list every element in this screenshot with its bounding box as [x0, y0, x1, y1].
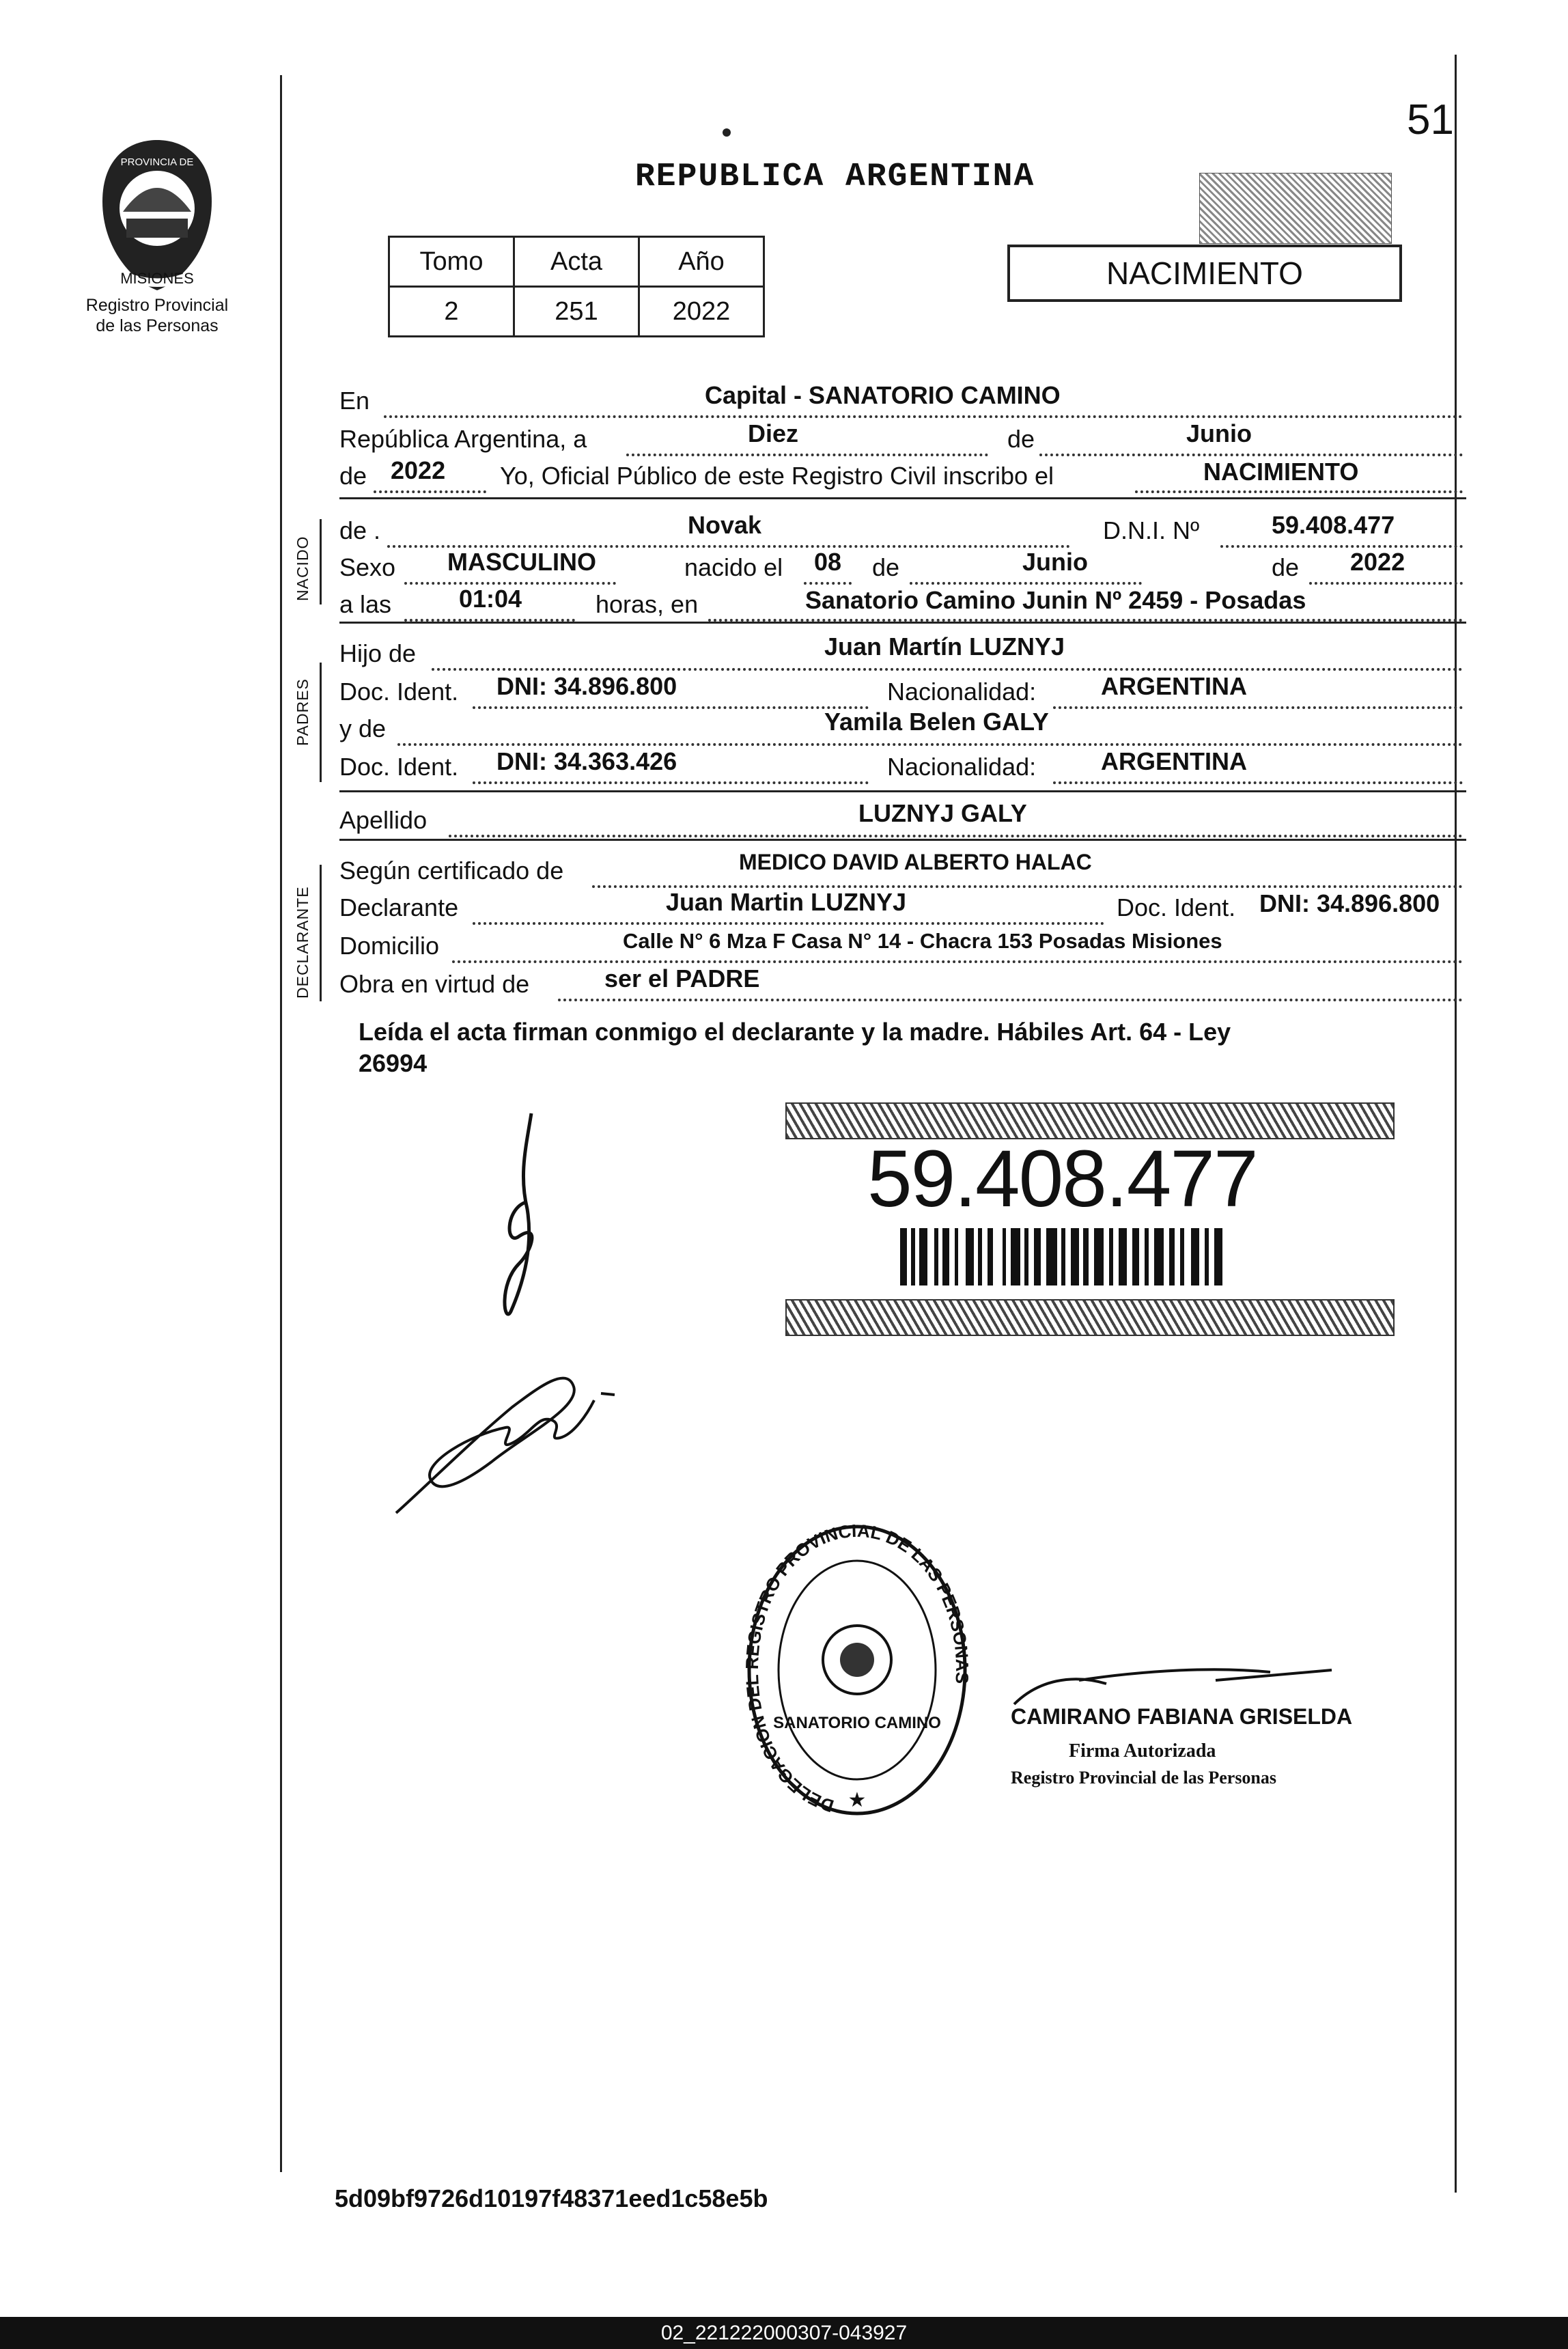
- statement-line1: Leída el acta firman conmigo el declarante y la madre. Hábiles Art. 64 - Ley: [359, 1018, 1231, 1046]
- value-mes: Junio: [1186, 419, 1252, 447]
- label-domicilio: Domicilio: [339, 932, 440, 960]
- divider-apellido: [339, 839, 1466, 841]
- statement-line2: 26994: [359, 1049, 428, 1077]
- dotted-line: [1053, 781, 1463, 784]
- value-declarante: Juan Martin LUZNYJ: [666, 888, 907, 916]
- table-header: Año: [639, 237, 764, 287]
- label-nacido-el: nacido el: [684, 553, 783, 581]
- dotted-line: [910, 582, 1142, 585]
- declarante-bar: [320, 865, 322, 1001]
- page-number: 51: [1407, 96, 1454, 143]
- label-doc-ident: Doc. Ident.: [339, 753, 459, 781]
- scan-id-bar: 02_221222000307-043927: [0, 2317, 1568, 2349]
- dotted-line: [1053, 706, 1463, 709]
- signature-1: [478, 1107, 553, 1332]
- dotted-line: [1220, 545, 1463, 548]
- dotted-line: [558, 999, 1463, 1001]
- divider-top: [339, 497, 1466, 499]
- label-segun: Según certificado de: [339, 857, 564, 885]
- province-seal-logo: [89, 137, 225, 294]
- label-nacionalidad: Nacionalidad:: [887, 678, 1037, 706]
- dotted-line: [473, 922, 1104, 925]
- row-hora: [339, 585, 1465, 623]
- section-label-padres: PADRES: [294, 678, 311, 746]
- row-en: [339, 381, 1465, 419]
- label-dni: D.N.I. Nº: [1103, 516, 1200, 544]
- label-doc-ident: Doc. Ident.: [339, 678, 459, 706]
- value-padre-doc: DNI: 34.896.800: [496, 672, 677, 700]
- right-margin-line: [1455, 55, 1457, 2193]
- logo-caption: [48, 295, 266, 336]
- svg-text:SANATORIO CAMINO: SANATORIO CAMINO: [773, 1714, 941, 1732]
- official-office: Registro Provincial de las Personas: [1011, 1768, 1277, 1788]
- table-header: Acta: [514, 237, 639, 287]
- label-de: de: [339, 462, 367, 490]
- value-decl-doc: DNI: 34.896.800: [1259, 889, 1440, 917]
- label-de: de: [872, 553, 900, 581]
- label-apellido: Apellido: [339, 806, 428, 834]
- security-stamp: [1199, 173, 1392, 244]
- dotted-line: [397, 743, 1463, 746]
- value-madre-doc: DNI: 34.363.426: [496, 747, 677, 775]
- id-number: 59.408.477: [867, 1134, 1257, 1224]
- value-certificado: MEDICO DAVID ALBERTO HALAC: [739, 850, 1092, 874]
- value-nac-mes: Junio: [1022, 548, 1088, 576]
- label-y-de: y de: [339, 714, 387, 742]
- value-nac-dia: 08: [814, 548, 842, 576]
- svg-text:DELEGACION DEL REGISTRO PROVIN: DELEGACION DEL REGISTRO PROVINCIAL DE LAS PERSONAS: [741, 1520, 973, 1817]
- barcode: [900, 1228, 1228, 1285]
- section-label-nacido: NACIDO: [294, 536, 311, 601]
- value-tipo: NACIMIENTO: [1203, 458, 1359, 486]
- official-name: CAMIRANO FABIANA GRISELDA: [1011, 1704, 1353, 1729]
- row-certificado: [339, 850, 1465, 889]
- row-nombre: [339, 511, 1465, 549]
- label-obra: Obra en virtud de: [339, 970, 530, 998]
- row-sexo: [339, 548, 1465, 586]
- value-lugar: Sanatorio Camino Junin Nº 2459 - Posadas: [805, 586, 1306, 614]
- padres-bar: [320, 663, 322, 782]
- dotted-line: [432, 668, 1463, 671]
- table-cell: 2022: [639, 287, 764, 337]
- label-nacionalidad: Nacionalidad:: [887, 753, 1037, 781]
- value-nac-anio: 2022: [1350, 548, 1405, 576]
- row-apellido: [339, 799, 1465, 839]
- label-horas-en: horas, en: [596, 590, 699, 618]
- table-header: Tomo: [389, 237, 514, 287]
- official-role: Firma Autorizada: [1069, 1740, 1216, 1762]
- dotted-line: [1135, 490, 1463, 493]
- record-table: [388, 236, 765, 337]
- dotted-line: [384, 415, 1463, 418]
- dotted-line: [473, 706, 869, 709]
- row-domicilio: [339, 929, 1465, 964]
- svg-text:PROVINCIA DE: PROVINCIA DE: [120, 156, 194, 168]
- divider-padres: [339, 790, 1466, 792]
- bullet-mark: [723, 128, 731, 137]
- label-de-dot: de .: [339, 516, 381, 544]
- value-madre-nac: ARGENTINA: [1101, 747, 1247, 775]
- value-dia: Diez: [748, 419, 799, 447]
- dotted-line: [473, 781, 869, 784]
- logo-caption-line2: de las Personas: [96, 316, 219, 335]
- document-hash: 5d09bf9726d10197f48371eed1c58e5b: [335, 2184, 768, 2212]
- table-cell: 251: [514, 287, 639, 337]
- value-anio: 2022: [391, 456, 446, 484]
- label-doc-ident: Doc. Ident.: [1117, 893, 1236, 921]
- dotted-line: [626, 454, 988, 456]
- label-de: de: [1007, 425, 1035, 453]
- value-obra: ser el PADRE: [604, 964, 760, 992]
- row-inscribo: [339, 456, 1465, 495]
- dotted-line: [452, 960, 1463, 963]
- value-padre-nombre: Juan Martín LUZNYJ: [824, 633, 1065, 661]
- dotted-line: [1309, 582, 1463, 585]
- left-margin-line: [280, 75, 282, 2172]
- dotted-line: [374, 490, 486, 493]
- svg-text:★: ★: [848, 1789, 867, 1811]
- row-hijo-de: [339, 633, 1465, 672]
- registry-seal: [741, 1516, 973, 1831]
- row-obra: [339, 964, 1465, 1003]
- label-republica: República Argentina, a: [339, 425, 587, 453]
- inscribo-text: Yo, Oficial Público de este Registro Civil inscribo el: [500, 462, 1054, 490]
- row-republica: [339, 419, 1465, 458]
- label-sexo: Sexo: [339, 553, 396, 581]
- row-doc-padre: [339, 672, 1465, 710]
- label-en: En: [339, 387, 370, 415]
- document-type-box: NACIMIENTO: [1007, 245, 1402, 302]
- signature-2: [389, 1359, 621, 1523]
- value-hora: 01:04: [459, 585, 522, 613]
- label-hijo-de: Hijo de: [339, 639, 417, 667]
- row-doc-madre: [339, 747, 1465, 786]
- svg-text:MISIONES: MISIONES: [120, 270, 194, 287]
- value-padre-nac: ARGENTINA: [1101, 672, 1247, 700]
- table-cell: 2: [389, 287, 514, 337]
- dotted-line: [708, 619, 1463, 622]
- closing-statement: [359, 1016, 1451, 1079]
- section-label-declarante: DECLARANTE: [294, 886, 311, 999]
- label-a-las: a las: [339, 590, 392, 618]
- label-de: de: [1272, 553, 1300, 581]
- value-apellido: LUZNYJ GALY: [858, 799, 1027, 827]
- dotted-line: [449, 835, 1463, 837]
- id-band-bottom: [785, 1299, 1395, 1336]
- row-declarante: [339, 888, 1465, 926]
- label-declarante: Declarante: [339, 893, 459, 921]
- page-title: REPUBLICA ARGENTINA: [635, 158, 1035, 195]
- value-en: Capital - SANATORIO CAMINO: [705, 381, 1061, 409]
- nacido-bar: [320, 519, 322, 604]
- value-domicilio: Calle N° 6 Mza F Casa N° 14 - Chacra 153 Posadas Misiones: [623, 929, 1222, 953]
- value-dni: 59.408.477: [1272, 511, 1395, 539]
- logo-caption-line1: Registro Provincial: [85, 296, 229, 315]
- value-sexo: MASCULINO: [447, 548, 596, 576]
- dotted-line: [404, 619, 575, 622]
- value-nombre: Novak: [688, 511, 762, 539]
- dotted-line: [1039, 454, 1463, 456]
- dotted-line: [804, 582, 852, 585]
- row-y-de: [339, 708, 1465, 747]
- value-madre-nombre: Yamila Belen GALY: [824, 708, 1049, 736]
